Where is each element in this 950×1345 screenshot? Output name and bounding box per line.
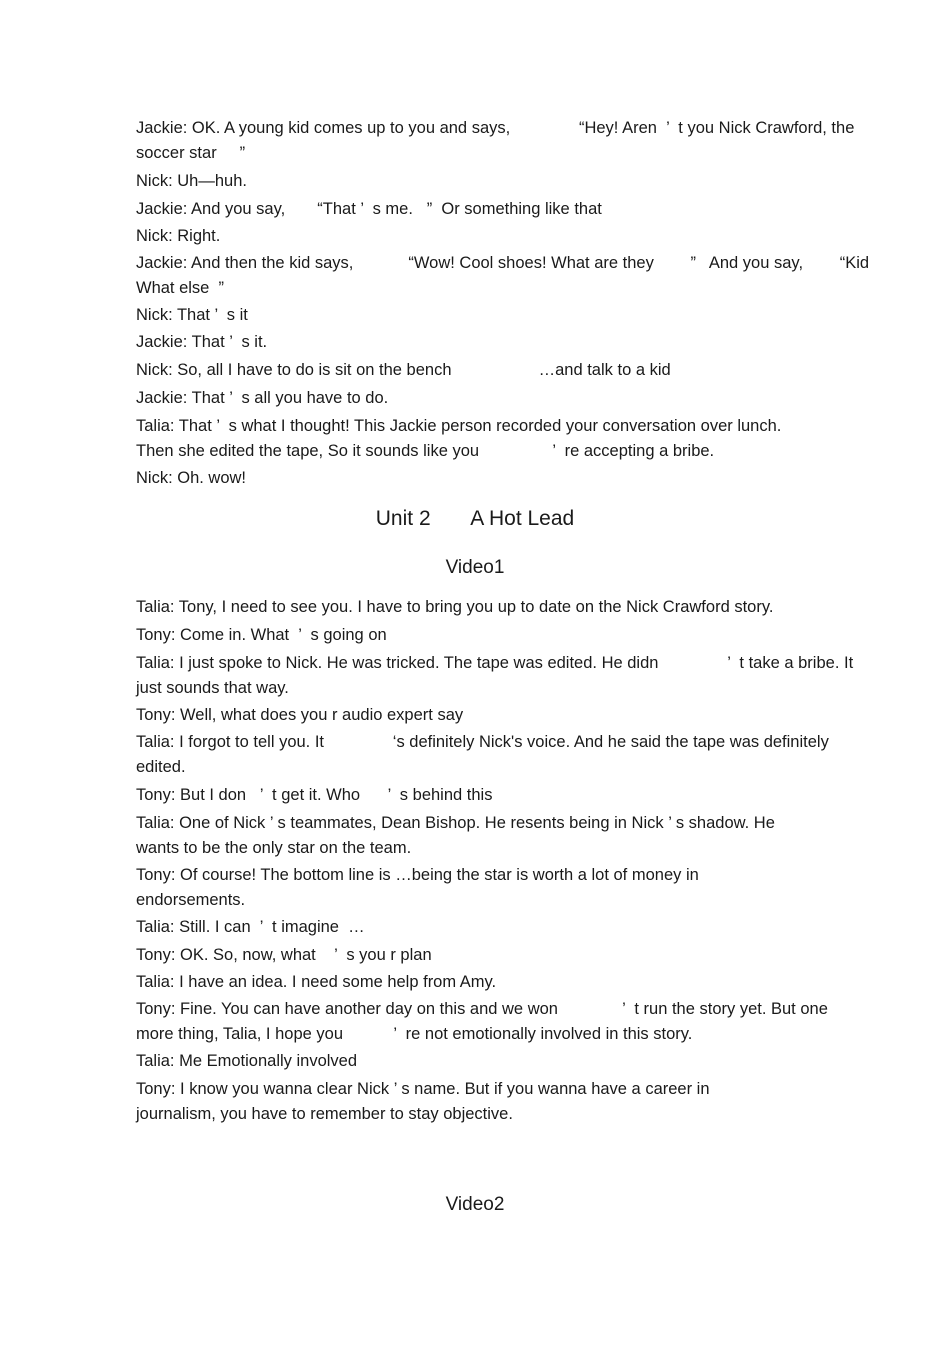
dialogue-line: Talia: That ’ s what I thought! This Jackie person recorded your conversation over lunch. Then she edited the tape, So it sounds like you ’ re accepting a bribe. [136, 417, 782, 460]
video1-heading: Video1 [445, 557, 505, 578]
dialogue-line: Jackie: That ’ s it. [136, 333, 268, 351]
unit-heading: Unit 2 A Hot Lead [375, 507, 575, 530]
dialogue-line: Talia: Me Emotionally involved [136, 1052, 358, 1070]
dialogue-line: Talia: I just spoke to Nick. He was tricked. The tape was edited. He didn ’ t take a bribe. It just sounds that way. [136, 654, 854, 697]
dialogue-line: Tony: Fine. You can have another day on this and we won ’ t run the story yet. But one more thing, Talia, I hope you ’ re not emotionally involved in this story. [136, 1000, 828, 1043]
dialogue-line: Tony: Well, what does you r audio expert say [136, 706, 464, 724]
dialogue-line: Talia: Still. I can ’ t imagine … [136, 918, 365, 936]
dialogue-line: Jackie: That ’ s all you have to do. [136, 389, 389, 407]
dialogue-line: Jackie: And then the kid says, “Wow! Cool shoes! What are they ” And you say, “Kid What else ” [136, 254, 870, 297]
dialogue-line: Tony: OK. So, now, what ’ s you r plan [136, 946, 432, 964]
dialogue-line: Talia: I have an idea. I need some help from Amy. [136, 973, 497, 991]
dialogue-line: Talia: Tony, I need to see you. I have to bring you up to date on the Nick Crawford story. [136, 598, 774, 616]
dialogue-line: Tony: But I don ’ t get it. Who ’ s behind this [136, 786, 493, 804]
dialogue-line: Nick: Right. [136, 227, 221, 245]
dialogue-line: Talia: One of Nick ’ s teammates, Dean Bishop. He resents being in Nick ’ s shadow. He wants to be the only star on the team. [136, 814, 775, 857]
dialogue-line: Tony: Come in. What ’ s going on [136, 626, 387, 644]
dialogue-line: Nick: So, all I have to do is sit on the bench …and talk to a kid [136, 361, 671, 379]
dialogue-line: Jackie: And you say, “That ’ s me. ” Or something like that [136, 200, 602, 218]
dialogue-line: Tony: I know you wanna clear Nick ’ s name. But if you wanna have a career in journalism, you have to remember to stay objective. [136, 1080, 710, 1123]
dialogue-line: Nick: That ’ s it [136, 306, 248, 324]
dialogue-line: Tony: Of course! The bottom line is …being the star is worth a lot of money in endorsements. [136, 866, 699, 909]
dialogue-line: Jackie: OK. A young kid comes up to you and says, “Hey! Aren ’ t you Nick Crawford, the soccer star ” [136, 119, 855, 162]
dialogue-line: Nick: Oh. wow! [136, 469, 247, 487]
dialogue-line: Talia: I forgot to tell you. It ‘s definitely Nick's voice. And he said the tape was definitely edited. [136, 733, 829, 776]
dialogue-line: Nick: Uh—huh. [136, 172, 247, 190]
video2-heading: Video2 [445, 1194, 505, 1215]
